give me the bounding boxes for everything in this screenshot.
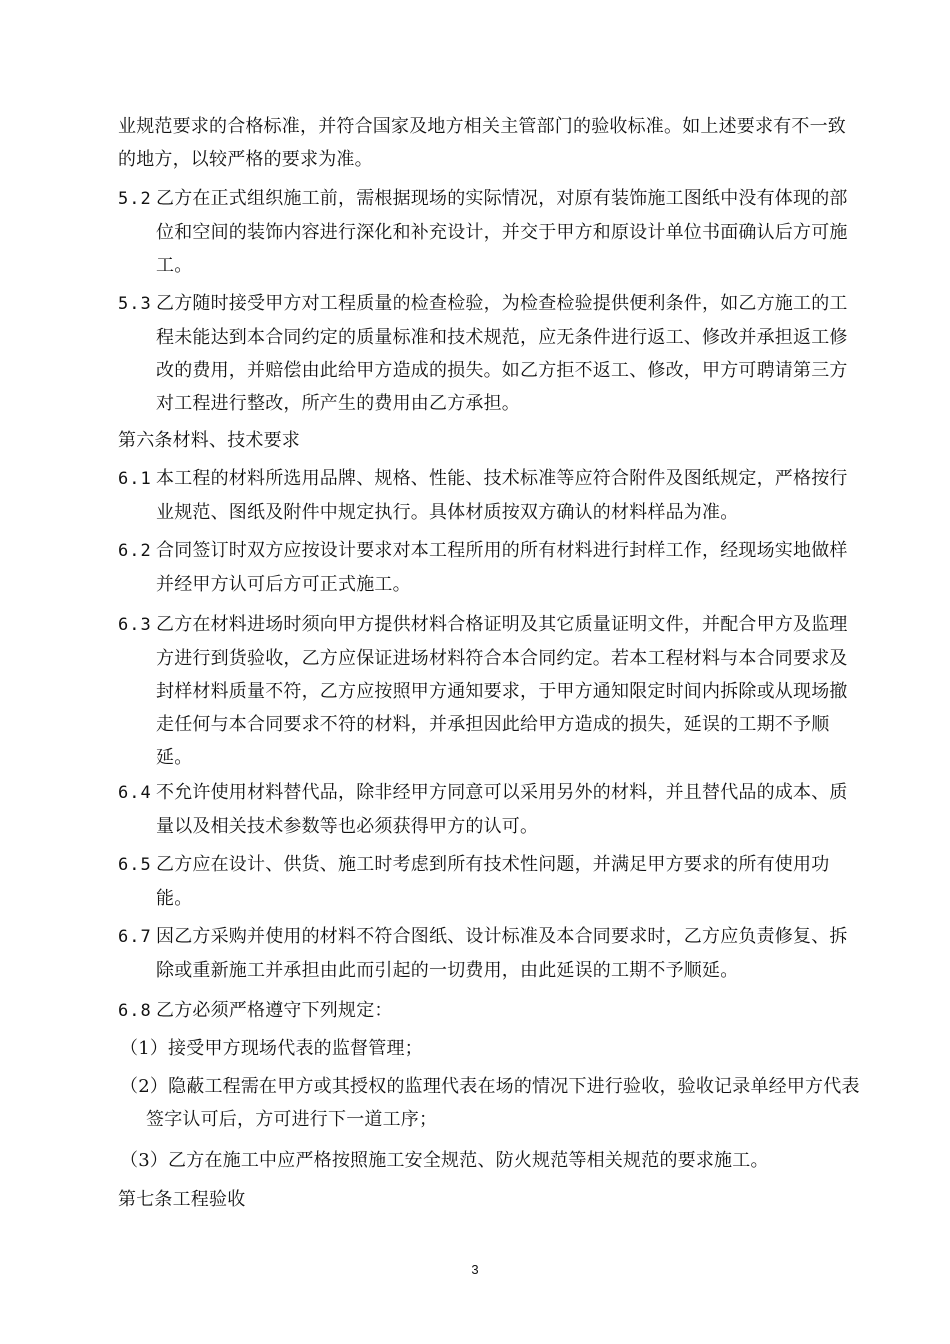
paragraph-continuation xyxy=(118,110,858,176)
clause-number: 5.2 xyxy=(118,189,152,209)
clause-number: 5.3 xyxy=(118,294,152,314)
page-number: 3 xyxy=(471,1262,479,1277)
section-heading-7 xyxy=(118,1183,858,1216)
sub-item-text: （3）乙方在施工中应严格按照施工安全规范、防火规范等相关规范的要求施工。 xyxy=(120,1150,769,1171)
clause-number: 6.1 xyxy=(118,469,152,489)
clause-text: 合同签订时双方应按设计要求对本工程所用的所有材料进行封样工作，经现场实地做样并经甲方认可后方可正式施工。 xyxy=(156,540,848,595)
clause-text: 本工程的材料所选用品牌、规格、性能、技术标准等应符合附件及图纸规定，严格按行业规范、图纸及附件中规定执行。具体材质按双方确认的材料样品为准。 xyxy=(156,468,848,523)
clause-number: 6.7 xyxy=(118,927,152,947)
clause-text: 乙方随时接受甲方对工程质量的检查检验，为检查检验提供便利条件，如乙方施工的工程未能达到本合同约定的质量标准和技术规范，应无条件进行返工、修改并承担返工修改的费用，并赔偿由此给甲方造成的损失。如乙方拒不返工、修改，甲方可聘请第三方对工程进行整改，所产生的费用由乙方承担。 xyxy=(156,293,848,414)
clause-text: 乙方在材料进场时须向甲方提供材料合格证明及其它质量证明文件，并配合甲方及监理方进行到货验收，乙方应保证进场材料符合本合同约定。若本工程材料与本合同要求及封样材料质量不符，乙方应按照甲方通知要求，于甲方通知限定时间内拆除或从现场撤走任何与本合同要求不符的材料，并承担因此给甲方造成的损失，延误的工期不予顺延。 xyxy=(156,614,848,768)
clause-5-3 xyxy=(118,287,858,420)
clause-6-7 xyxy=(118,920,858,987)
clause-number: 6.5 xyxy=(118,855,152,875)
clause-5-2 xyxy=(118,182,858,282)
clause-number: 6.8 xyxy=(118,1001,152,1021)
clause-6-4 xyxy=(118,776,858,843)
clause-number: 6.3 xyxy=(118,615,152,635)
clause-text: 因乙方采购并使用的材料不符合图纸、设计标准及本合同要求时，乙方应负责修复、拆除或重新施工并承担由此而引起的一切费用，由此延误的工期不予顺延。 xyxy=(156,926,848,981)
section-heading-text: 第七条工程验收 xyxy=(118,1189,246,1210)
sub-item-2 xyxy=(120,1070,860,1136)
clause-number: 6.2 xyxy=(118,541,152,561)
sub-item-text: （1）接受甲方现场代表的监督管理； xyxy=(120,1038,423,1059)
clause-text: 乙方在正式组织施工前，需根据现场的实际情况，对原有装饰施工图纸中没有体现的部位和空间的装饰内容进行深化和补充设计，并交于甲方和原设计单位书面确认后方可施工。 xyxy=(156,188,848,276)
clause-text: 乙方必须严格遵守下列规定： xyxy=(156,1000,393,1021)
sub-item-3 xyxy=(120,1144,860,1177)
paragraph-text: 业规范要求的合格标准，并符合国家及地方相关主管部门的验收标准。如上述要求有不一致的地方，以较严格的要求为准。 xyxy=(118,116,846,170)
clause-6-8 xyxy=(118,994,858,1028)
sub-item-text: （2）隐蔽工程需在甲方或其授权的监理代表在场的情况下进行验收，验收记录单经甲方代表签字认可后，方可进行下一道工序； xyxy=(120,1076,860,1130)
sub-item-1 xyxy=(120,1032,860,1065)
section-heading-text: 第六条材料、技术要求 xyxy=(118,430,300,451)
clause-6-2 xyxy=(118,534,858,601)
clause-number: 6.4 xyxy=(118,783,152,803)
section-heading-6 xyxy=(118,424,858,457)
clause-6-1 xyxy=(118,462,858,529)
clause-text: 不允许使用材料替代品，除非经甲方同意可以采用另外的材料，并且替代品的成本、质量以及相关技术参数等也必须获得甲方的认可。 xyxy=(156,782,848,837)
clause-6-5 xyxy=(118,848,858,915)
clause-6-3 xyxy=(118,608,858,774)
clause-text: 乙方应在设计、供货、施工时考虑到所有技术性问题，并满足甲方要求的所有使用功能。 xyxy=(156,854,830,909)
